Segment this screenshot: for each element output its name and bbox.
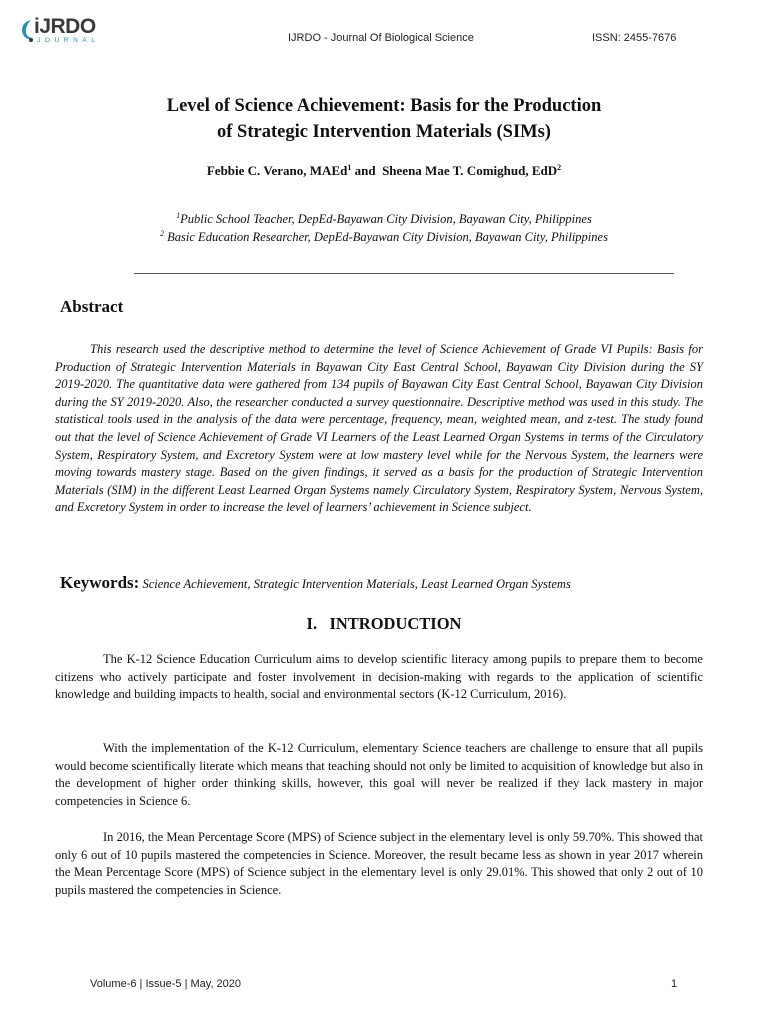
intro-paragraph-1: The K-12 Science Education Curriculum aims to develop scientific literacy among pupils to prepare them to become citizens who actively participate and foster involvement in decision-making with regards to the application of scientific knowledge and building impacts to health, social and environmental sectors (K-12 Curriculum, 2016). <box>55 652 703 702</box>
author-2-sup: 2 <box>557 163 562 172</box>
title-line-2: of Strategic Intervention Materials (SIMs) <box>217 122 551 142</box>
journal-logo <box>18 16 108 46</box>
intro-paragraph-2: With the implementation of the K-12 Curriculum, elementary Science teachers are challenge to ensure that all pupils would become scientifically literate which means that teaching should not only be limited to acquisition of knowledge but also in the development of higher order thinking skills, however, this goal will never be realized if they lack mastery in major competencies in Science 6. <box>55 741 703 808</box>
keywords-text: Science Achievement, Strategic Intervention Materials, Least Learned Organ Systems <box>142 577 571 591</box>
authors <box>100 163 668 179</box>
logo-wordmark: iJRDO <box>34 15 96 38</box>
paper-title <box>100 93 668 145</box>
author-2: Sheena Mae T. Comighud, EdD <box>382 163 558 178</box>
affiliation-1-text: Public School Teacher, DepEd-Bayawan City Division, Bayawan City, Philippines <box>180 212 592 226</box>
abstract-body: This research used the descriptive method to determine the level of Science Achievement of Grade VI Pupils: Basis for Production of Strategic Intervention Materials in Bayawan City East Central School, Bayawan City Division during the SY 2019-2020. The quantitative data were gathered from 134 pupils of Bayawan City East Central School, Bayawan City Division during the SY 2019-2020. Also, the researcher conducted a survey questionnaire. Descriptive method was used in this study. The statistical tools used in the analysis of the data were percentage, frequency, mean, weighted mean, and z-test. The study found out that the level of Science Achievement of Grade VI Learners of the Least Learned Organ Systems in terms of the Circulatory System, Respiratory System, and Excretory System were at low mastery level while for the Nervous System, the learners were moving towards mastery stage. Based on the given findings, it served as a basis for the production of Strategic Intervention Materials (SIM) in the different Least Learned Organ Systems namely Circulatory System, Respiratory System, Nervous System, and Excretory System in order to increase the level of learners’ achievement in Science subject. <box>55 342 703 515</box>
introduction-heading: I. INTRODUCTION <box>306 614 462 633</box>
journal-name: IJRDO - Journal Of Biological Science <box>288 32 474 44</box>
intro-paragraph-3: In 2016, the Mean Percentage Score (MPS) of Science subject in the elementary level is only 59.70%. This showed that only 6 out of 10 pupils mastered the competencies in Science. Moreover, the result became less as shown in year 2017 wherein the Mean Percentage Score (MPS) of Science subject in the elementary level is only 29.01%. This showed that only 2 out of 10 pupils mastered the competencies in Science. <box>55 830 703 897</box>
affiliation-2-text: Basic Education Researcher, DepEd-Bayawan City Division, Bayawan City, Philippines <box>164 230 608 244</box>
issn: ISSN: 2455-7676 <box>592 32 677 44</box>
affiliation-1-sup: 1 <box>176 211 181 220</box>
footer-issue: Volume-6 | Issue-5 | May, 2020 <box>90 978 242 990</box>
affiliation-2 <box>100 228 668 246</box>
separator-rule <box>134 273 674 274</box>
logo-subtitle: JOURNAL <box>37 37 100 44</box>
title-line-1: Level of Science Achievement: Basis for the Production <box>166 96 602 116</box>
keywords-label: Keywords: <box>60 573 140 592</box>
author-and: and <box>351 163 383 178</box>
affiliations <box>100 210 668 246</box>
affiliation-2-sup: 2 <box>160 229 165 238</box>
keywords <box>60 573 740 593</box>
affiliation-1 <box>100 210 668 228</box>
author-1-sup: 1 <box>347 163 352 172</box>
author-1: Febbie C. Verano, MAEd <box>206 163 348 178</box>
page-number: 1 <box>671 978 678 990</box>
abstract-heading: Abstract <box>60 297 124 316</box>
